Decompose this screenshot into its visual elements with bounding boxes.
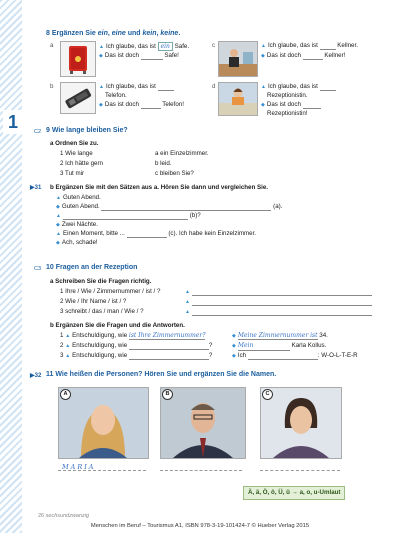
ex9-title: 9 Wie lange bleiben Sie? bbox=[46, 127, 128, 134]
ex8-a-answer: ein bbox=[158, 42, 173, 51]
ex10-b-q3: 3 ▲ Entschuldigung, wie ? bbox=[60, 352, 213, 359]
ex9-b-title: b Ergänzen Sie mit den Sätzen aus a. Hören Sie dann und vergleichen Sie. bbox=[50, 184, 268, 191]
ex10-a-title: a Schreiben Sie die Fragen richtig. bbox=[50, 278, 152, 285]
ex9-right-c: c bleiben Sie? bbox=[155, 170, 194, 177]
ex10-code: C3 bbox=[34, 266, 42, 272]
ex8-a-reply: ◆ Das ist doch Safe! bbox=[99, 52, 179, 59]
waiter-image bbox=[218, 41, 258, 77]
ex9-a-title: a Ordnen Sie zu. bbox=[50, 140, 99, 147]
ex9-left-1: 1 Wie lange bbox=[60, 150, 93, 157]
ex10-title: 10 Fragen an der Rezeption bbox=[46, 264, 138, 271]
decorative-stripe bbox=[0, 0, 22, 533]
footer-credit: Menschen im Beruf – Tourismus A1, ISBN 978-3-19-101424-7 © Hueber Verlag 2015 bbox=[90, 523, 310, 529]
ex9-blank-c[interactable] bbox=[127, 231, 167, 238]
ex11-track[interactable]: ▶32 bbox=[30, 373, 42, 379]
ex8-c-blank-2[interactable] bbox=[303, 53, 323, 60]
umlaut-hint: Ä, ä, Ö, ö, Ü, ü → a, o, u-Umlaut bbox=[243, 486, 345, 500]
ex8-b-reply: ◆ Das ist doch Telefon! bbox=[99, 101, 184, 108]
ex10-a-item-3: 3 schreibt / das / man / Wie / ? bbox=[60, 308, 144, 315]
photo-c bbox=[260, 387, 342, 459]
ex10-a-item-1: 1 Ihre / Wie / Zimmernummer / ist / ? bbox=[60, 288, 161, 295]
ex8-b-label: b bbox=[50, 83, 54, 90]
ex8-d-blank[interactable] bbox=[320, 84, 336, 91]
ex10-b-r1: ◆ Meine Zimmernummer ist 34. bbox=[232, 332, 328, 339]
ex8-b-blank[interactable] bbox=[158, 84, 174, 91]
ex10-a-answer-2: ▲ bbox=[185, 298, 372, 306]
ex9-dialog-5: ▲ Einen Moment, bitte ... (c). Ich habe kein Einzelzimmer. bbox=[56, 230, 257, 237]
photo-a bbox=[58, 387, 149, 459]
ex8-d-reply: ◆ Das ist doch bbox=[261, 101, 321, 109]
ex8-c-reply: ◆ Das ist doch Kellner! bbox=[261, 52, 346, 59]
ex11-title: 11 Wie heißen die Personen? Hören Sie und ergänzen Sie die Namen. bbox=[46, 371, 277, 378]
ex9-dialog-3: ▲ (b)? bbox=[56, 212, 201, 219]
ex8-d-blank-2[interactable] bbox=[303, 102, 321, 109]
ex8-c-label: c bbox=[212, 42, 216, 49]
ex9-dialog-1: ▲ Guten Abend. bbox=[56, 194, 101, 201]
ex9-dialog-4: ◆ Zwei Nächte. bbox=[56, 221, 98, 228]
ex8-a-label: a bbox=[50, 42, 54, 49]
ex8-c-question: ▲ Ich glaube, das ist Kellner. bbox=[261, 42, 358, 49]
ex10-a-blank-1[interactable] bbox=[192, 289, 372, 296]
ex10-b-blank-3[interactable] bbox=[129, 353, 209, 360]
phone-image bbox=[60, 82, 96, 114]
ex9-track[interactable]: ▶31 bbox=[30, 185, 42, 191]
photo-b-label: B bbox=[162, 389, 173, 400]
ex10-a-item-2: 2 Wie / Ihr Name / ist / ? bbox=[60, 298, 127, 305]
ex10-a-blank-2[interactable] bbox=[192, 299, 372, 306]
ex10-b-answer-1: ist Ihre Zimmernummer? bbox=[128, 332, 206, 339]
ex9-right-a: a ein Einzelzimmer. bbox=[155, 150, 209, 157]
ex10-b-q1: 1 ▲ Entschuldigung, wie ist Ihre Zimmernummer? bbox=[60, 332, 206, 339]
ex9-right-b: b leid. bbox=[155, 160, 172, 167]
ex8-a-blank[interactable] bbox=[141, 53, 163, 60]
page-number: 26 sechsundzwanzig bbox=[38, 513, 90, 519]
ex9-blank-b[interactable] bbox=[63, 213, 188, 220]
ex8-b-blank-2[interactable] bbox=[141, 102, 161, 109]
ex8-d-question-end: Rezeptionistin. bbox=[267, 92, 308, 99]
ex8-d-question: ▲ Ich glaube, das ist bbox=[261, 83, 336, 91]
ex9-left-2: 2 Ich hätte gern bbox=[60, 160, 103, 167]
ex9-blank-a[interactable] bbox=[101, 204, 271, 211]
photo-c-line[interactable] bbox=[260, 470, 340, 471]
receptionist-image bbox=[218, 82, 258, 116]
safe-image bbox=[60, 41, 96, 77]
ex10-b-blank-r3[interactable] bbox=[248, 353, 318, 360]
ex10-a-answer-1: ▲ bbox=[185, 288, 372, 296]
ex8-title: 8 Ergänzen Sie ein, eine und kein, keine. bbox=[46, 30, 181, 37]
ex10-b-r2: ◆ Mein Karla Kollus. bbox=[232, 342, 327, 349]
ex8-d-label: d bbox=[212, 83, 216, 90]
photo-a-line[interactable] bbox=[58, 470, 146, 471]
ex10-a-blank-3[interactable] bbox=[192, 309, 372, 316]
ex10-b-q2: 2 ▲ Entschuldigung, wie ? bbox=[60, 342, 213, 349]
ex8-b-question: ▲ Ich glaube, das ist bbox=[99, 83, 174, 91]
ex9-code: C2 bbox=[34, 129, 42, 135]
ex8-a-question: ▲ Ich glaube, das ist ein Safe. bbox=[99, 43, 190, 50]
ex10-b-r3: ◆ Ich : W-O-L-T-E-R bbox=[232, 352, 358, 359]
ex10-a-answer-3: ▲ bbox=[185, 308, 372, 316]
ex8-d-reply-end: Rezeptionistin! bbox=[267, 110, 308, 117]
photo-c-label: C bbox=[262, 389, 273, 400]
chapter-number: 1 bbox=[3, 110, 23, 134]
ex8-b-question-end: Telefon. bbox=[105, 92, 127, 99]
ex10-b-blank-2[interactable] bbox=[129, 343, 209, 350]
photo-b bbox=[160, 387, 246, 459]
photo-a-label: A bbox=[60, 389, 71, 400]
ex9-left-3: 3 Tut mir bbox=[60, 170, 85, 177]
ex10-b-title: b Ergänzen Sie die Fragen und die Antworten. bbox=[50, 322, 185, 329]
ex9-dialog-2: ◆ Guten Abend. (a). bbox=[56, 203, 283, 210]
photo-a-answer: MARIA bbox=[62, 463, 96, 471]
photo-b-line[interactable] bbox=[160, 470, 242, 471]
ex8-c-blank[interactable] bbox=[320, 43, 336, 50]
ex9-dialog-6: ◆ Ach, schade! bbox=[56, 239, 98, 246]
